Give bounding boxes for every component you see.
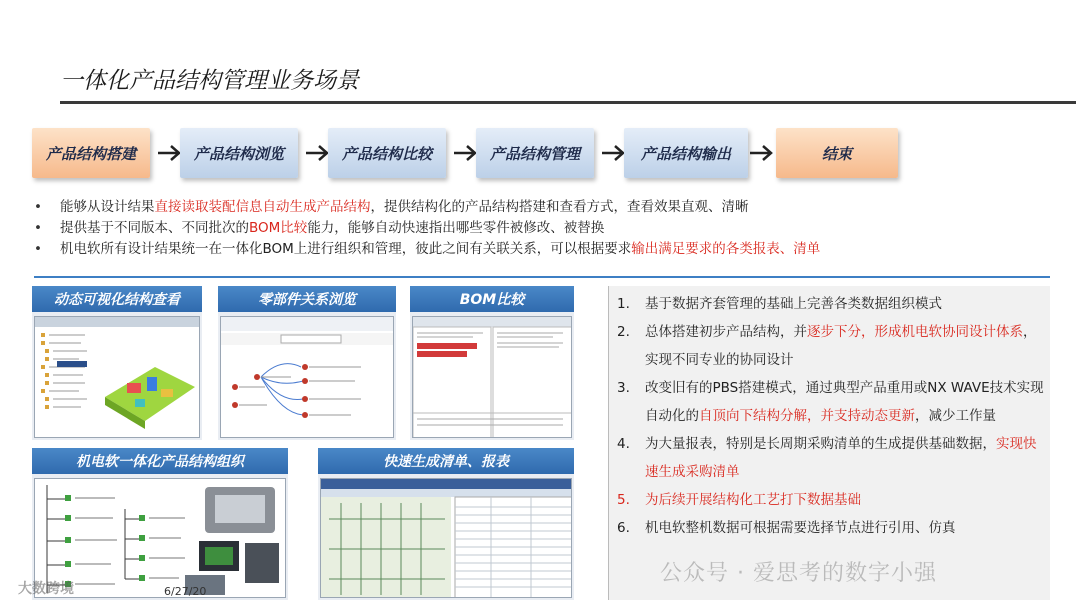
benefit-text: 实现快速生成采购清单 [645, 436, 1037, 480]
benefit-text: 基于数据齐套管理的基础上完善各类数据组织模式 [645, 296, 942, 312]
watermark-logo: 大数跨境 [18, 581, 74, 597]
benefit-text: 为大量报表，特别是长周期采购清单的生成提供基础数据， [645, 436, 996, 452]
panel-title: 零部件关系浏览 [218, 286, 396, 312]
panel-quick-report [318, 448, 574, 600]
benefit-text: 自顶向下结构分解，并支持动态更新 [699, 408, 915, 424]
benefit-text: ，减少工作量 [915, 408, 996, 424]
benefit-item [617, 514, 1047, 542]
benefit-item [617, 318, 1047, 374]
process-flow [32, 128, 912, 180]
panel-part-relation [218, 286, 396, 440]
benefit-item [617, 486, 1047, 514]
feature-bullets [34, 197, 1054, 260]
flow-step-output: 产品结构输出 [624, 128, 748, 178]
panel-title: BOM比较 [410, 286, 574, 312]
panel-title: 动态可视化结构查看 [32, 286, 202, 312]
benefit-number: 6. [617, 520, 630, 536]
bullet-item: • 提供基于不同版本、不同批次的BOM比较能力，能够自动快速指出哪些零件被修改、被替换 [34, 218, 1054, 239]
flow-step-compare: 产品结构比较 [328, 128, 446, 178]
benefit-number: 4. [617, 436, 630, 452]
flow-step-browse: 产品结构浏览 [180, 128, 298, 178]
panel-dynamic-view [32, 286, 202, 440]
benefit-text: 改变旧有的PBS搭建模式，通过典型产品重用或NX WAVE技术实现自动化的 [645, 380, 1044, 424]
bullet-item: • 机电软所有设计结果统一在一体化BOM上进行组织和管理，彼此之间有关联关系，可以根据要求输出满足要求的各类报表、清单 [34, 239, 1054, 260]
flow-step-end: 结束 [776, 128, 898, 178]
benefit-text: 总体搭建初步产品结构，并 [645, 324, 807, 340]
benefit-text: 机电软整机数据可根据需要选择节点进行引用、仿真 [645, 520, 956, 536]
benefit-item [617, 374, 1047, 430]
benefit-text: 逐步下分，形成机电软协同设计体系 [807, 324, 1023, 340]
benefit-item [617, 290, 1047, 318]
benefits-panel [608, 286, 1050, 600]
benefit-number: 2. [617, 324, 630, 340]
benefit-text: 为后续开展结构化工艺打下数据基础 [645, 492, 861, 508]
flow-step-build: 产品结构搭建 [32, 128, 150, 178]
panel-bom-compare [410, 286, 574, 440]
watermark-text: 公众号 · 爱思考的数字小强 [660, 561, 937, 586]
benefit-number: 1. [617, 296, 630, 312]
bullet-item: • 能够从设计结果直接读取装配信息自动生成产品结构，提供结构化的产品结构搭建和查看方式，查看效果直观、清晰 [34, 197, 1054, 218]
benefit-number: 3. [617, 380, 630, 396]
flow-arrow-icon [748, 142, 776, 164]
panel-title: 机电软一体化产品结构组织 [32, 448, 288, 474]
panel-title: 快速生成清单、报表 [318, 448, 574, 474]
screenshot-bom-diff [412, 316, 572, 438]
screenshot-relation-graph [220, 316, 394, 438]
benefit-text: ，实现不同专业的协同设计 [645, 324, 1037, 368]
title-rule [60, 101, 1076, 104]
section-divider [34, 276, 1050, 278]
benefits-list [617, 290, 1047, 542]
date-label: 6/27/20 [164, 585, 207, 598]
screenshot-report-list [320, 478, 572, 598]
benefit-number: 5. [617, 492, 630, 508]
screenshot-3d-structure [34, 316, 200, 438]
flow-step-manage: 产品结构管理 [476, 128, 594, 178]
page-title: 一体化产品结构管理业务场景 [60, 68, 359, 94]
benefit-item [617, 430, 1047, 486]
